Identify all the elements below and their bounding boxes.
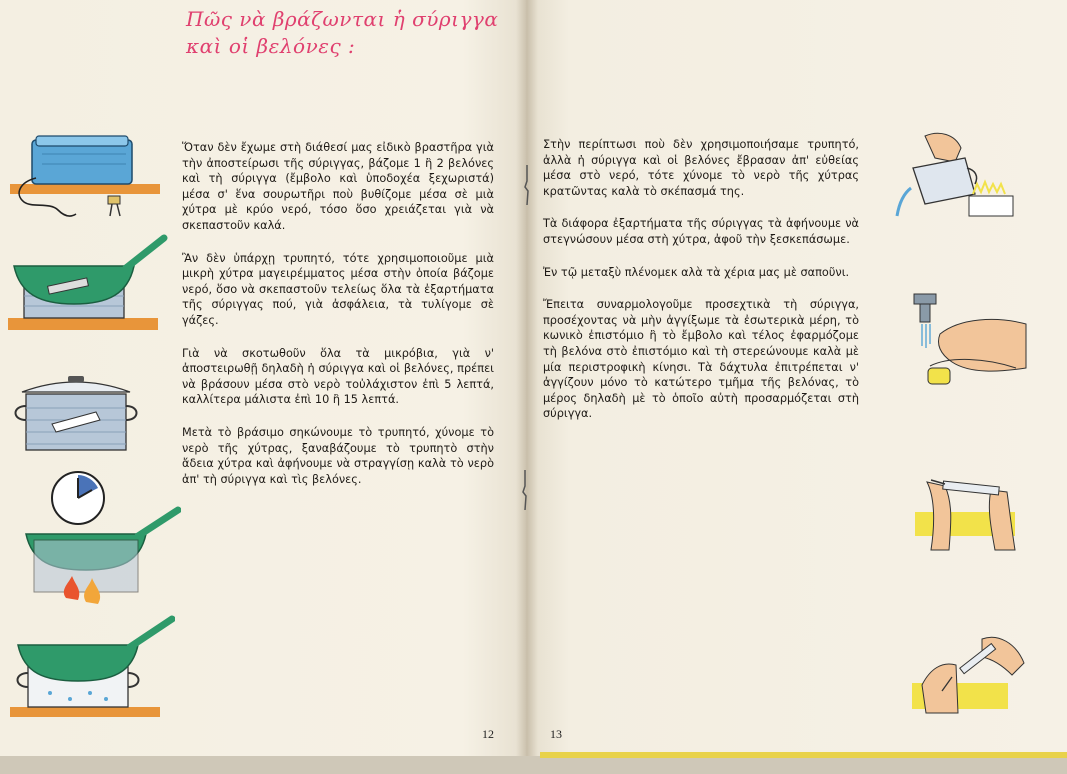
paragraph: Γιὰ νὰ σκοτωθοῦν ὅλα τὰ μικρόβια, γιὰ ν' ἀποστειρωθῇ δηλαδὴ ἡ σύριγγα καὶ οἱ βελόνες, πρέπει νὰ βράσουν μέσα στὸ νερὸ τοὐλάχιστον ἐπὶ 5 λεπτά, καλλίτερα μάλιστα ἐπὶ 10 ἢ 15 λεπτά. bbox=[182, 346, 494, 407]
covered-pot-icon bbox=[8, 372, 158, 457]
page-number-left: 12 bbox=[482, 727, 494, 741]
paragraph: Ἔπειτα συναρμολογοῦμε προσεχτικὰ τὴ σύριγγα, προσέχοντας νὰ μὴν ἀγγίξωμε τὰ ἐσωτερικὰ μέρη, τὸ κωνικὸ ἐπιστόμιο ἢ τὸ ἔμβολο καὶ τέλος ἐφαρμόζομε τὴ βελόνα στὸ ἐπιστόμιο καὶ τὴ στερεώνουμε καλὰ μὲ μία περιστροφικὴ κίνησι. Τὰ δάχτυλα ἐπιτρέπεται ν' ἀγγίζουν μόνο τὸ κατώτερο τμῆμα τῆς βελόνας, τὸ μέρος δηλαδὴ μὲ τὸ ὁποῖο αὐτὴ προσαρμόζεται στὴ σύριγγα. bbox=[543, 298, 859, 421]
title-line-2: καὶ οἱ βελόνες : bbox=[186, 34, 356, 58]
book-gutter bbox=[516, 0, 538, 760]
left-text-column bbox=[182, 140, 494, 504]
pouring-water-icon bbox=[895, 128, 1025, 223]
attaching-needle-icon bbox=[912, 625, 1037, 717]
paragraph: Στὴν περίπτωσι ποὺ δὲν χρησιμοποιήσαμε τρυπητό, ἀλλὰ ἡ σύριγγα καὶ οἱ βελόνες ἔβρασαν ἀπ' εὐθείας μέσα στὸ νερό, τότε χύνομε τὸ νερὸ τῆς χύτρας κρατῶντας καλὰ τὸ σκέπασμά της. bbox=[543, 138, 859, 198]
staple-top bbox=[524, 165, 530, 205]
cover-edge bbox=[540, 752, 1067, 758]
paragraph: Ἂν δὲν ὑπάρχῃ τρυπητό, τότε χρησιμοποιοῦμε μιὰ μικρὴ χύτρα μαγειρέμματος μέσα στὴν ὁποία βάζομε νερό, ὅσο νὰ σκεπαστοῦν τελείως ὅλα τὰ ἐξαρτήματα τῆς σύριγγας πού, γιὰ ἀσφάλεια, τὰ τυλίγομε σὲ γάζες. bbox=[182, 251, 494, 327]
page-title bbox=[186, 6, 498, 60]
paragraph: Ὅταν δὲν ἔχωμε στὴ διάθεσί μας εἰδικὸ βραστῆρα γιὰ τὴν ἀποστείρωσι τῆς σύριγγας, βάζομε 1 ἢ 2 βελόνες καὶ τὴ σύριγγα (ἔμβολο καὶ ὑποδοχέα ξεχωριστά) μέσα σ' ἕνα σουρωτῆρι ποὺ βυθίζομε μέσα σὲ μιὰ χύτρα μὲ κρύο νερό, τόσο ὅσο χρειάζεται γιὰ νὰ σκεπαστοῦν καλά. bbox=[182, 141, 494, 232]
washing-hands-icon bbox=[900, 288, 1030, 398]
right-text-column bbox=[543, 137, 859, 439]
timer-pot-on-flame-icon bbox=[16, 470, 181, 620]
page-number-right: 13 bbox=[550, 727, 562, 741]
staple-bottom bbox=[522, 470, 528, 510]
table-surface bbox=[0, 756, 1067, 774]
assembling-syringe-icon bbox=[915, 462, 1040, 557]
electric-sterilizer-icon bbox=[10, 132, 160, 224]
strainer-in-pot-icon bbox=[8, 232, 168, 337]
paragraph: Μετὰ τὸ βράσιμο σηκώνουμε τὸ τρυπητό, χύνομε τὸ νερὸ τῆς χύτρας, ξαναβάζουμε τὸ τρυπητὸ στὴν ἄδεια χύτρα καὶ ἀφήνουμε νὰ στραγγίσῃ καλὰ τὸ νερὸ ἀπ' τὴ σύριγγα καὶ τὶς βελόνες. bbox=[182, 425, 494, 486]
draining-strainer-icon bbox=[10, 615, 175, 725]
paragraph: Ἐν τῷ μεταξὺ πλένομεκ αλὰ τὰ χέρια μας μὲ σαποῦνι. bbox=[543, 265, 850, 279]
title-line-1: Πῶς νὰ βράζωνται ἡ σύριγγα bbox=[186, 7, 499, 31]
paragraph: Τὰ διάφορα ἐξαρτήματα τῆς σύριγγας τὰ ἀφήνουμε νὰ στεγνώσουν μέσα στὴ χύτρα, ἀφοῦ τὴν ξεσκεπάσωμε. bbox=[543, 217, 859, 246]
